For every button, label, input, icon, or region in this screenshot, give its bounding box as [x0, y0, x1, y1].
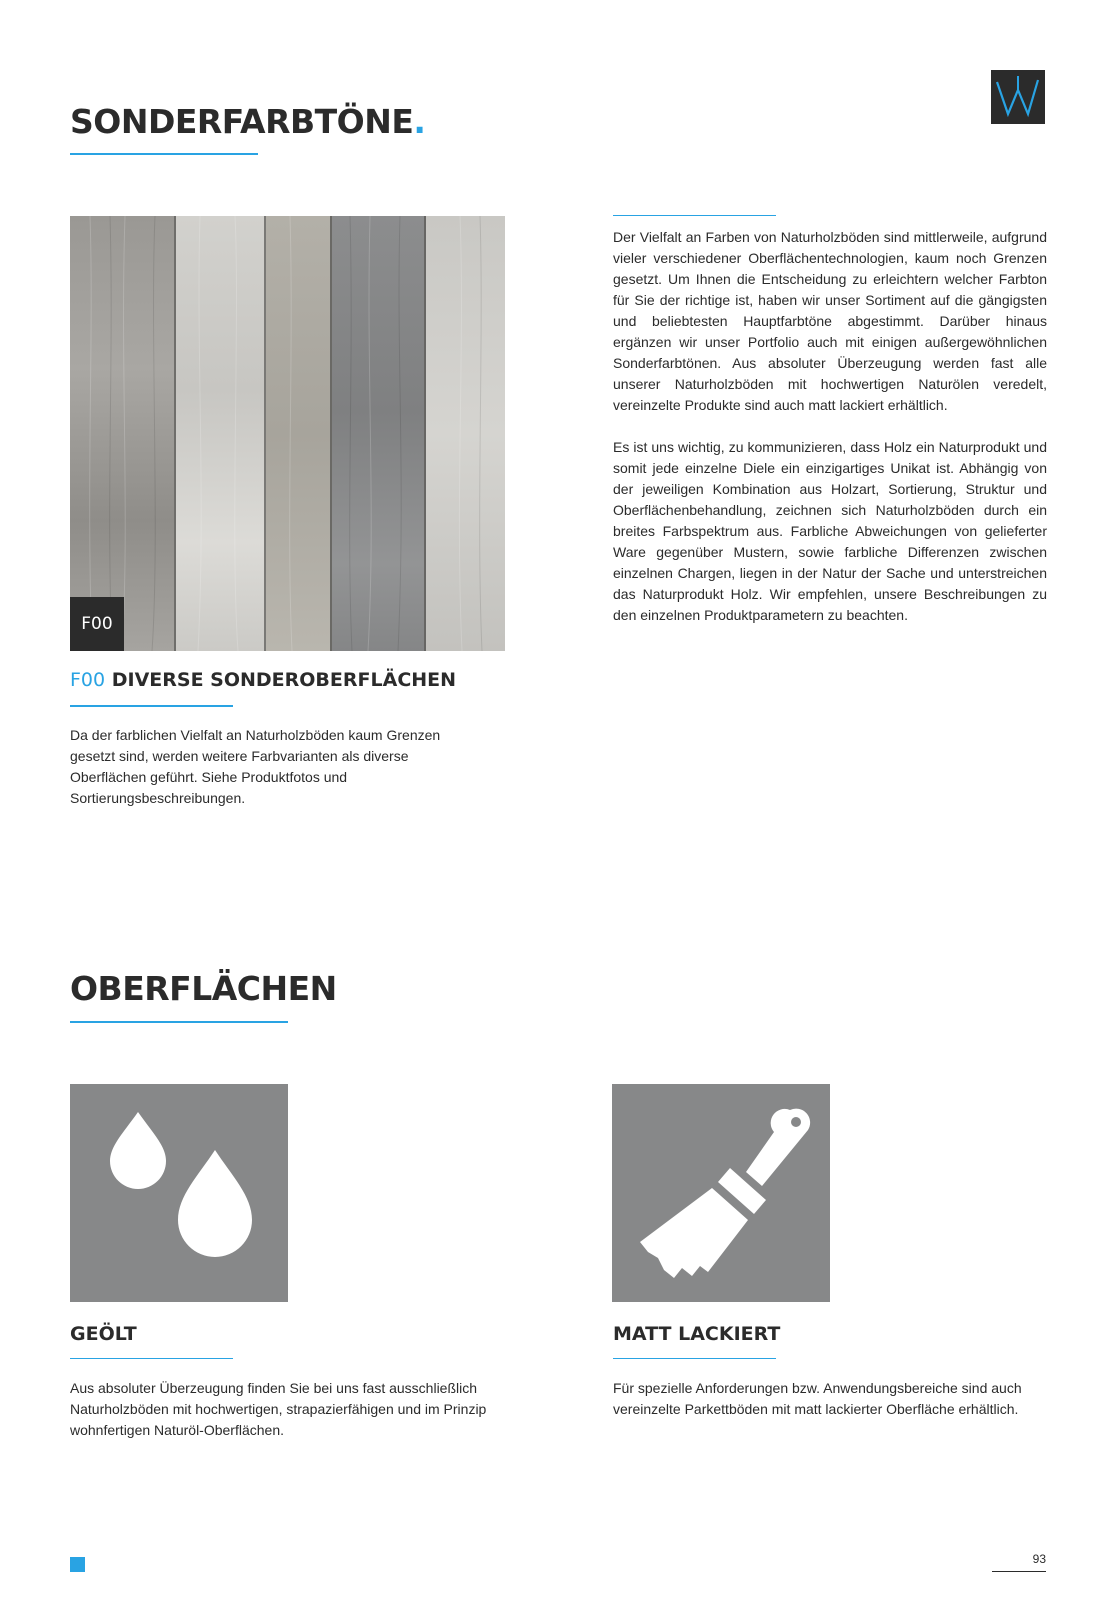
brand-logo — [991, 70, 1045, 124]
w-logo-icon — [991, 70, 1045, 124]
wood-swatch-image — [70, 216, 505, 651]
lacquered-title: MATT LACKIERT — [613, 1323, 781, 1345]
swatch-code: F00 — [70, 669, 106, 691]
intro-rule — [613, 215, 776, 216]
wood-grain-overlay — [70, 216, 505, 651]
page-number-rule — [992, 1571, 1046, 1572]
lacquered-title-underline — [613, 1358, 776, 1359]
paint-brush-icon — [612, 1084, 830, 1302]
intro-text — [613, 227, 1047, 626]
oiled-title: GEÖLT — [70, 1323, 137, 1345]
swatch-heading — [70, 668, 456, 692]
page-title-text: SONDERFARBTÖNE — [70, 102, 414, 141]
surfaces-title: OBERFLÄCHEN — [70, 969, 337, 1008]
footer-marker — [70, 1557, 85, 1572]
title-underline — [70, 153, 258, 155]
title-dot: . — [413, 102, 426, 141]
lacquer-tile — [612, 1084, 830, 1302]
intro-paragraph-2: Es ist uns wichtig, zu kommunizieren, dass Holz ein Naturprodukt und somit jede einzelne Diele ein einzigartiges Unikat ist. Abhängig von der jeweiligen Kombination aus Holzart, Sortierung, Struktur und Oberflächenbehandlung, zeichnen sich Naturholzböden durch ein breites Farbspektrum aus. Farbliche Abweichungen von gelieferter Ware gegenüber Mustern, sowie farbliche Differenzen zwischen einzelnen Chargen, liegen in der Natur der Sache und unterstreichen das Naturprodukt Holz. Wir empfehlen, unsere Beschreibungen zu den einzelnen Produktparametern zu beachten. — [613, 439, 1047, 623]
page-title — [70, 102, 425, 142]
swatch-heading-underline — [70, 705, 233, 707]
swatch-name: DIVERSE SONDEROBERFLÄCHEN — [111, 669, 457, 691]
page-number: 93 — [1032, 1552, 1046, 1566]
lacquered-description: Für spezielle Anforderungen bzw. Anwendungsbereiche sind auch vereinzelte Parkettböden mit matt lackierter Oberfläche erhältlich. — [613, 1380, 1022, 1417]
swatch-description: Da der farblichen Vielfalt an Naturholzböden kaum Grenzen gesetzt sind, werden weitere Farbvarianten als diverse Oberflächen geführt. Siehe Produktfotos und Sortierungsbeschreibungen. — [70, 727, 441, 806]
surfaces-title-underline — [70, 1021, 288, 1023]
intro-paragraph-1: Der Vielfalt an Farben von Naturholzböden sind mittlerweile, aufgrund vieler verschiedener Oberflächentechnologien, kaum noch Grenzen gesetzt. Um Ihnen die Entscheidung zu erleichtern welcher Farbton für Sie der richtige ist, haben wir unser Sortiment auf die gängigsten und beliebtesten Hauptfarbtöne abgestimmt. Darüber hinaus ergänzen wir unser Portfolio auch mit einigen außergewöhnlichen Sonderfarbtönen. Aus absoluter Überzeugung werden fast alle unserer Naturholzböden mit hochwertigen Naturölen veredelt, vereinzelte Produkte sind auch matt lackiert erhältlich. — [613, 229, 1047, 413]
swatch-code-badge: F00 — [70, 597, 124, 651]
oil-drops-icon — [70, 1084, 288, 1302]
oiled-title-underline — [70, 1358, 233, 1359]
oil-tile — [70, 1084, 288, 1302]
oiled-description: Aus absoluter Überzeugung finden Sie bei uns fast ausschließlich Naturholzböden mit hochwertigen, strapazierfähigen und im Prinzip wohnfertigen Naturöl-Oberflächen. — [70, 1380, 487, 1438]
